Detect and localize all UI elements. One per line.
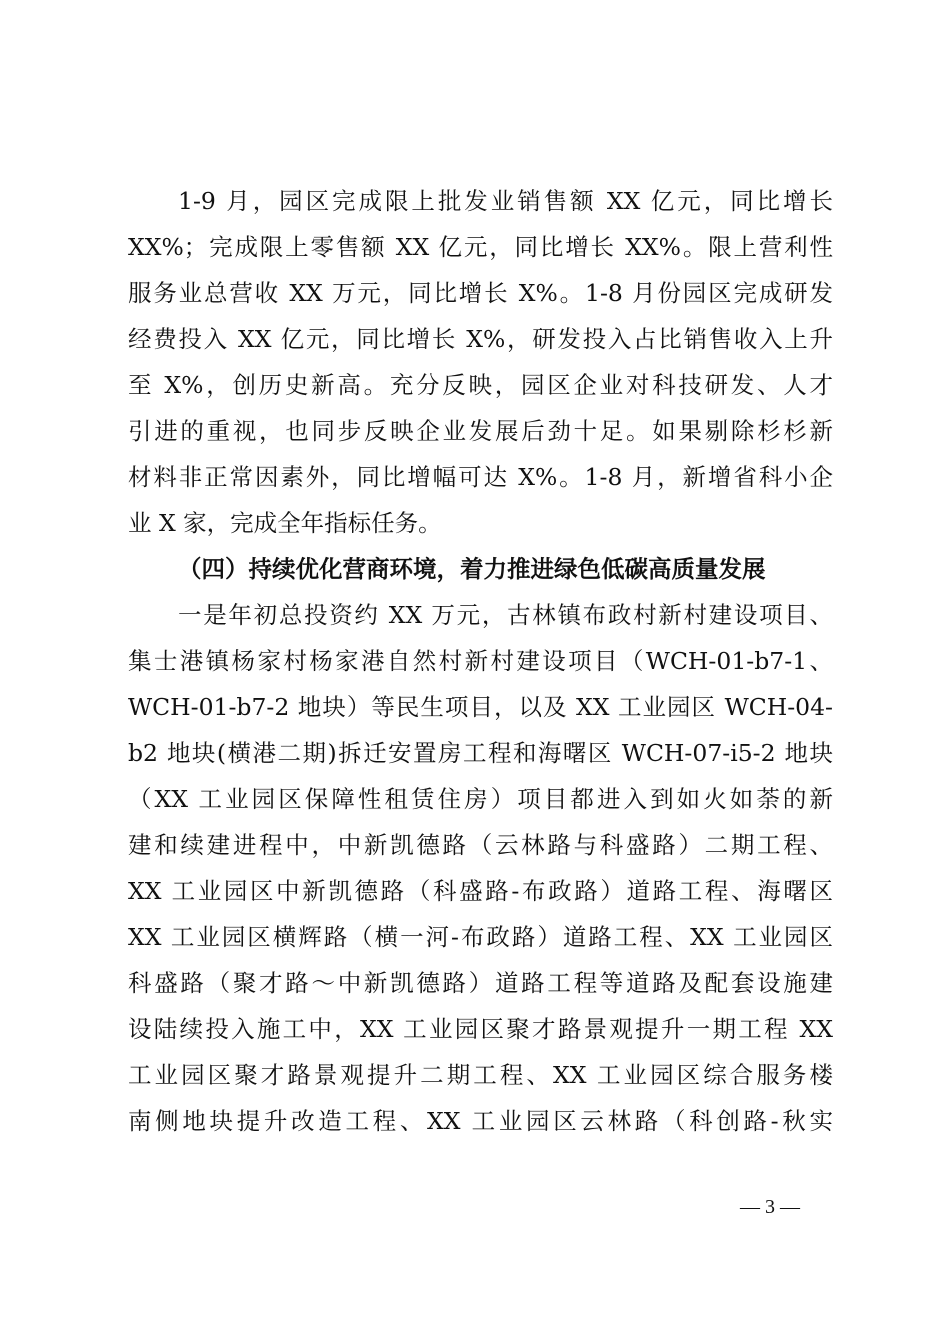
page-number: — 3 — xyxy=(740,1196,800,1218)
paragraph-2-line-6: 建和续建进程中，中新凯德路（云林路与科盛路）二期工程、 xyxy=(128,831,833,859)
paragraph-2-line-12: 南侧地块提升改造工程、XX 工业园区云林路（科创路-秋实 xyxy=(128,1107,833,1135)
paragraph-2-line-2: 集士港镇杨家村杨家港自然村新村建设项目（WCH-01-b7-1、 xyxy=(128,647,833,675)
paragraph-2-line-1: 一是年初总投资约 XX 万元，古林镇布政村新村建设项目、 xyxy=(178,601,833,629)
paragraph-1-line-6: 引进的重视，也同步反映企业发展后劲十足。如果剔除杉杉新 xyxy=(128,417,833,445)
paragraph-2-line-11: 工业园区聚才路景观提升二期工程、XX 工业园区综合服务楼 xyxy=(128,1061,833,1089)
paragraph-1-line-3: 服务业总营收 XX 万元，同比增长 X%。1-8 月份园区完成研发 xyxy=(128,279,833,307)
paragraph-2-line-3: WCH-01-b7-2 地块）等民生项目，以及 XX 工业园区 WCH-04- xyxy=(128,693,833,721)
paragraph-2-line-9: 科盛路（聚才路～中新凯德路）道路工程等道路及配套设施建 xyxy=(128,969,833,997)
paragraph-1-line-8: 业 X 家，完成全年指标任务。 xyxy=(128,509,442,537)
paragraph-1-line-5: 至 X%，创历史新高。充分反映，园区企业对科技研发、人才 xyxy=(128,371,833,399)
paragraph-2-line-8: XX 工业园区横辉路（横一河-布政路）道路工程、XX 工业园区 xyxy=(128,923,833,951)
paragraph-1-line-7: 材料非正常因素外，同比增幅可达 X%。1-8 月，新增省科小企 xyxy=(128,463,833,491)
paragraph-2-line-10: 设陆续投入施工中，XX 工业园区聚才路景观提升一期工程 XX xyxy=(128,1015,833,1043)
paragraph-2-line-4: b2 地块(横港二期)拆迁安置房工程和海曙区 WCH-07-i5-2 地块 xyxy=(128,739,833,767)
paragraph-1-line-2: XX%；完成限上零售额 XX 亿元，同比增长 XX%。限上营利性 xyxy=(128,233,833,261)
paragraph-2-line-7: XX 工业园区中新凯德路（科盛路-布政路）道路工程、海曙区 xyxy=(128,877,833,905)
paragraph-2-line-5: （XX 工业园区保障性租赁住房）项目都进入到如火如荼的新 xyxy=(128,785,833,813)
paragraph-1-line-1: 1-9 月，园区完成限上批发业销售额 XX 亿元，同比增长 xyxy=(178,187,833,215)
paragraph-1-line-4: 经费投入 XX 亿元，同比增长 X%，研发投入占比销售收入上升 xyxy=(128,325,833,353)
section-heading: （四）持续优化营商环境，着力推进绿色低碳高质量发展 xyxy=(178,555,766,583)
